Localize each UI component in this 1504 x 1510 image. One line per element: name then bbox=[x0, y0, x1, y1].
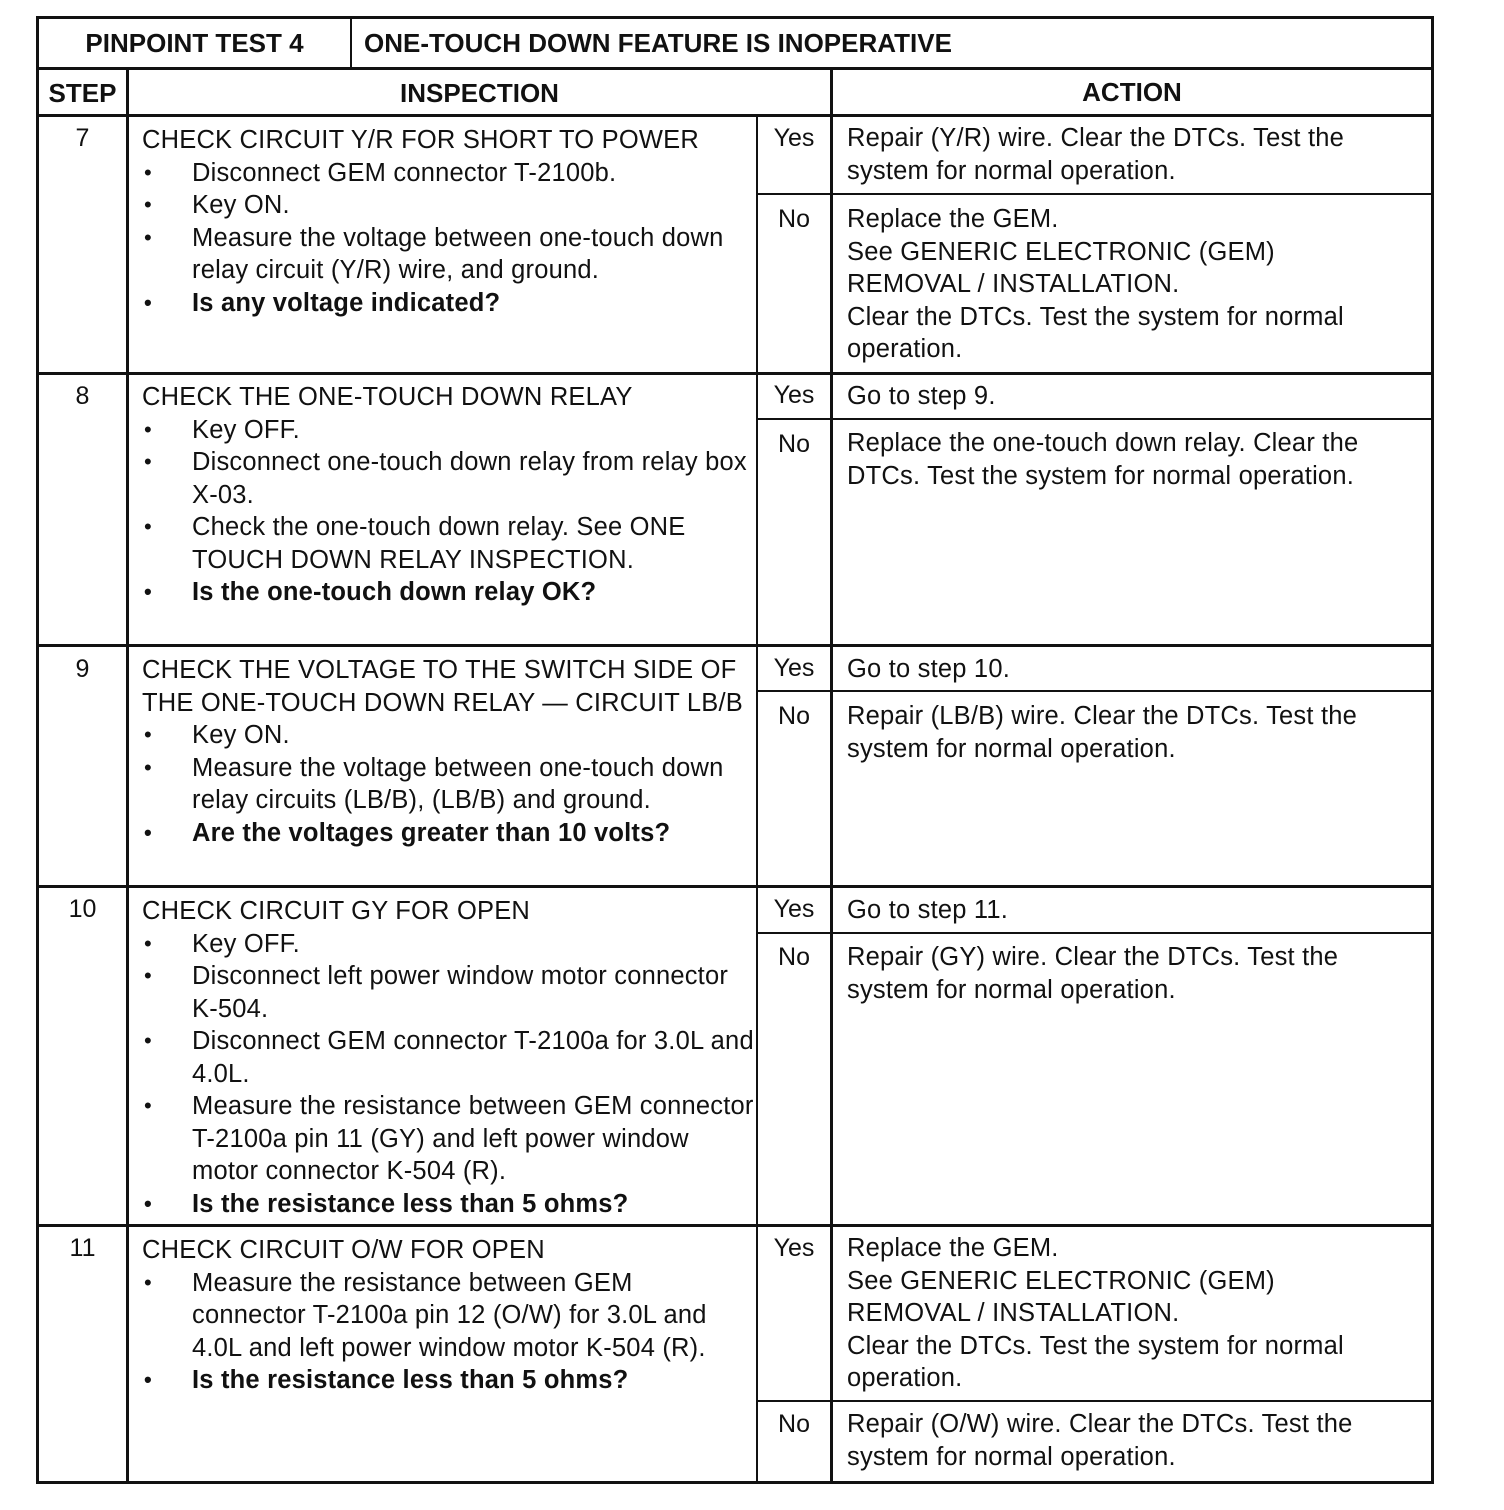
bullet-question: • Is the resistance less than 5 ohms? bbox=[142, 1364, 752, 1397]
bullet-item: • Key ON. bbox=[142, 189, 752, 222]
bullet-question: • Is the resistance less than 5 ohms? bbox=[142, 1188, 754, 1221]
column-inspection: INSPECTION bbox=[400, 78, 559, 108]
rule-step-col bbox=[126, 67, 129, 1484]
rule-7-yes-no bbox=[758, 193, 1434, 195]
action-line: Replace the GEM. bbox=[847, 1234, 1059, 1262]
bullet-item: • Key OFF. bbox=[142, 928, 754, 961]
bullet-question: • Is any voltage indicated? bbox=[142, 287, 752, 320]
step-number: 8 bbox=[75, 382, 90, 410]
action-line: See GENERIC ELECTRONIC (GEM) bbox=[847, 1266, 1275, 1295]
bullet-item: • Disconnect GEM connector T-2100b. bbox=[142, 157, 752, 190]
yes-label: Yes bbox=[773, 1234, 815, 1262]
action-line: Clear the DTCs. Test the system for normal operation. bbox=[847, 302, 1344, 363]
test-title: ONE-TOUCH DOWN FEATURE IS INOPERATIVE bbox=[364, 28, 952, 58]
no-label: No bbox=[778, 205, 810, 233]
no-action: Repair (O/W) wire. Clear the DTCs. Test the system for normal operation. bbox=[847, 1410, 1353, 1471]
column-action: ACTION bbox=[1082, 77, 1182, 107]
step-10-inspection bbox=[142, 895, 754, 1220]
bullet-item: • Measure the resistance between GEM connector T-2100a pin 11 (GY) and left power window motor connector K-504 (R). bbox=[142, 1090, 754, 1188]
step-7-inspection bbox=[142, 124, 752, 319]
yes-action bbox=[847, 1232, 1427, 1395]
rule-step-7 bbox=[36, 372, 1434, 375]
no-action: Repair (LB/B) wire. Clear the DTCs. Test the system for normal operation. bbox=[847, 702, 1357, 763]
bullet-item: • Disconnect GEM connector T-2100a for 3.0L and 4.0L. bbox=[142, 1025, 754, 1090]
rule-8-yes-no bbox=[758, 418, 1434, 420]
no-label: No bbox=[778, 1410, 810, 1438]
action-line: See GENERIC ELECTRONIC (GEM) bbox=[847, 237, 1275, 266]
step-title: CHECK THE VOLTAGE TO THE SWITCH SIDE OF THE ONE-TOUCH DOWN RELAY — CIRCUIT LB/B bbox=[142, 656, 743, 717]
step-title: CHECK CIRCUIT GY FOR OPEN bbox=[142, 897, 531, 925]
no-label: No bbox=[778, 430, 810, 458]
no-action bbox=[847, 203, 1427, 366]
step-title: CHECK CIRCUIT O/W FOR OPEN bbox=[142, 1236, 545, 1264]
step-9-inspection bbox=[142, 654, 752, 849]
bullet-question: • Are the voltages greater than 10 volts? bbox=[142, 817, 752, 850]
yes-action: Repair (Y/R) wire. Clear the DTCs. Test the system for normal operation. bbox=[847, 124, 1345, 185]
rule-action-col bbox=[830, 67, 833, 1484]
bullet-item: • Measure the resistance between GEM connector T-2100a pin 12 (O/W) for 3.0L and 4.0L and left power window motor K-504 (R). bbox=[142, 1267, 752, 1365]
yes-action: Go to step 11. bbox=[847, 896, 1009, 924]
rule-columns bbox=[36, 114, 1434, 117]
yes-label: Yes bbox=[773, 124, 815, 152]
step-title: CHECK CIRCUIT Y/R FOR SHORT TO POWER bbox=[142, 126, 699, 154]
bullet-item: • Key ON. bbox=[142, 719, 752, 752]
action-line: Replace the GEM. bbox=[847, 205, 1059, 233]
rule-9-yes-no bbox=[758, 690, 1434, 692]
rule-title-split bbox=[350, 16, 352, 68]
yes-label: Yes bbox=[773, 654, 815, 682]
step-title: CHECK THE ONE-TOUCH DOWN RELAY bbox=[142, 383, 633, 411]
action-line: REMOVAL / INSTALLATION. bbox=[847, 270, 1180, 298]
step-8-inspection bbox=[142, 381, 752, 609]
step-11-inspection bbox=[142, 1234, 752, 1397]
rule-step-8 bbox=[36, 644, 1434, 647]
action-line: REMOVAL / INSTALLATION. bbox=[847, 1299, 1180, 1327]
no-label: No bbox=[778, 943, 810, 971]
step-number: 9 bbox=[75, 655, 90, 683]
rule-10-yes-no bbox=[758, 932, 1434, 934]
bullet-item: • Disconnect one-touch down relay from relay box X-03. bbox=[142, 446, 752, 511]
no-label: No bbox=[778, 702, 810, 730]
bullet-item: • Check the one-touch down relay. See ONE TOUCH DOWN RELAY INSPECTION. bbox=[142, 511, 752, 576]
rule-step-9 bbox=[36, 885, 1434, 888]
bullet-item: • Measure the voltage between one-touch down relay circuits (LB/B), (LB/B) and ground. bbox=[142, 752, 752, 817]
rule-11-yes-no bbox=[758, 1400, 1434, 1402]
bullet-item: • Disconnect left power window motor connector K-504. bbox=[142, 960, 754, 1025]
column-step: STEP bbox=[48, 78, 117, 108]
rule-yesno-col bbox=[756, 114, 758, 1484]
rule-step-10 bbox=[36, 1224, 1434, 1227]
yes-label: Yes bbox=[773, 895, 815, 923]
step-number: 7 bbox=[75, 124, 90, 152]
test-label: PINPOINT TEST 4 bbox=[85, 28, 304, 58]
no-action: Replace the one-touch down relay. Clear the DTCs. Test the system for normal operation. bbox=[847, 429, 1359, 490]
bullet-question: • Is the one-touch down relay OK? bbox=[142, 576, 752, 609]
step-number: 10 bbox=[68, 895, 97, 923]
yes-action: Go to step 9. bbox=[847, 382, 996, 410]
action-line: Clear the DTCs. Test the system for normal operation. bbox=[847, 1331, 1344, 1392]
yes-action: Go to step 10. bbox=[847, 655, 1010, 683]
yes-label: Yes bbox=[773, 381, 815, 409]
step-number: 11 bbox=[69, 1234, 96, 1262]
no-action: Repair (GY) wire. Clear the DTCs. Test the system for normal operation. bbox=[847, 943, 1339, 1004]
bullet-item: • Key OFF. bbox=[142, 414, 752, 447]
bullet-item: • Measure the voltage between one-touch down relay circuit (Y/R) wire, and ground. bbox=[142, 222, 752, 287]
